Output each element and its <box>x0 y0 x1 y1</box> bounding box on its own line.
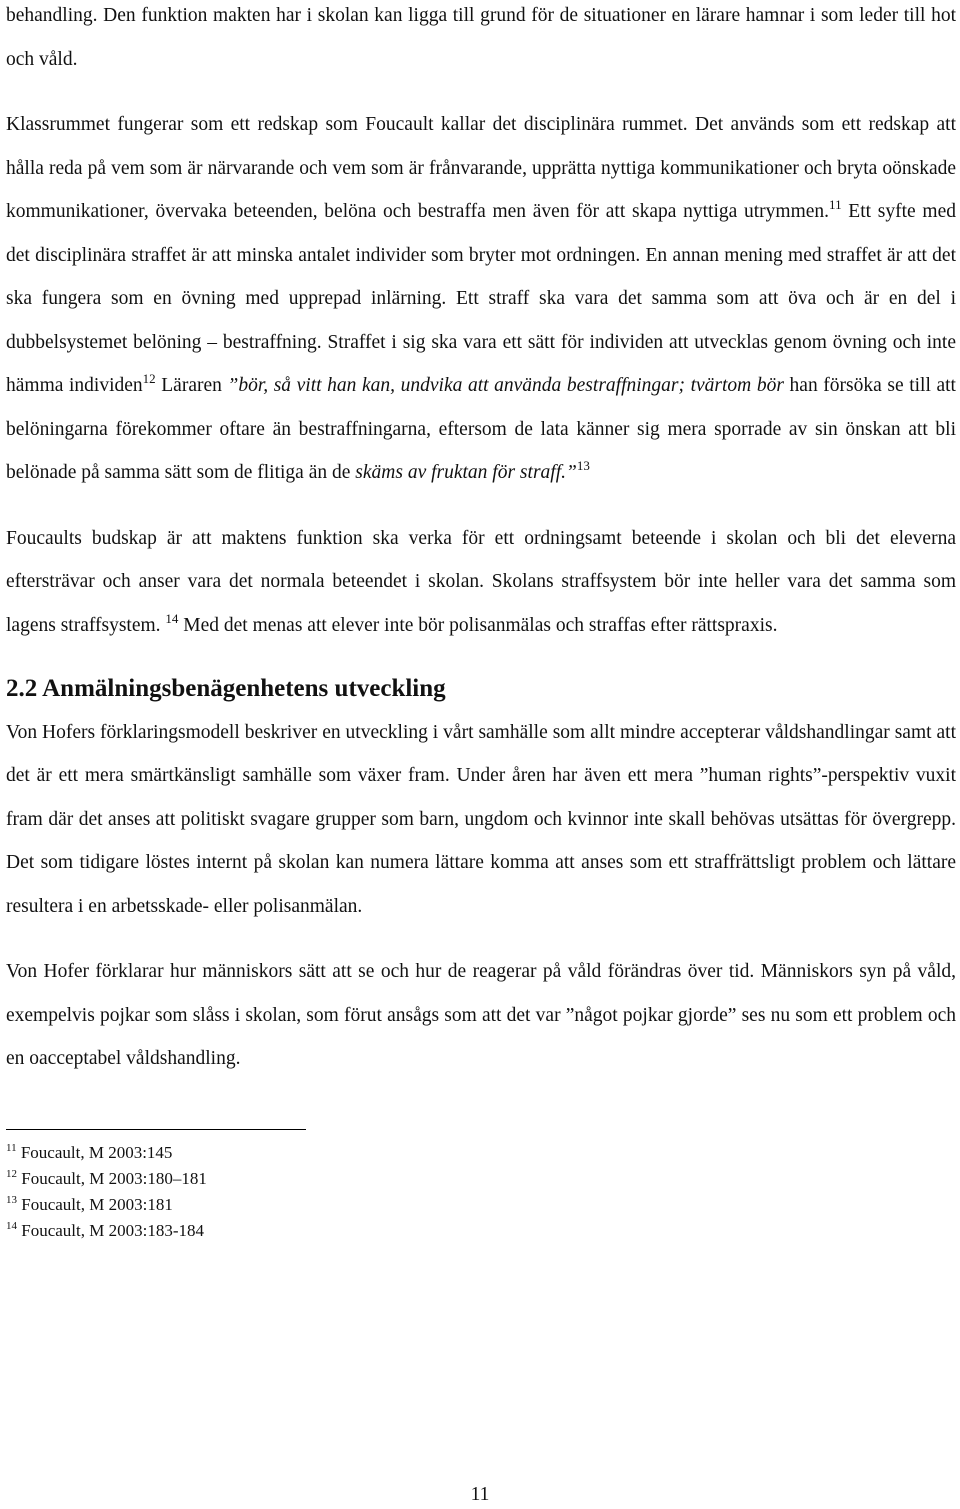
page-number: 11 <box>470 1484 490 1505</box>
paragraph-3-part-a: Foucaults budskap är att maktens funktion ska verka för ett ordningsamt beteende i skolan och bli det eleverna eftersträvar och anser vara det normala beteendet i skolan. Skolans straffsystem bör inte heller vara det samma som lagens straffsystem. <box>6 527 956 636</box>
footnote-ref-13[interactable]: 13 <box>576 458 590 473</box>
paragraph-3-part-b: Med det menas att elever inte bör polisanmälas och straffas efter rättspraxis. <box>178 614 778 636</box>
footnote-text: Foucault, M 2003:181 <box>21 1194 173 1214</box>
paragraph-2 <box>6 103 956 495</box>
footnote-ref-12[interactable]: 12 <box>142 371 156 386</box>
footnote-item <box>6 1218 956 1244</box>
footnote-divider <box>6 1129 306 1130</box>
section-heading: 2.2 Anmälningsbenägenhetens utveckling <box>6 675 446 702</box>
footnote-number: 13 <box>6 1193 17 1206</box>
document-page <box>6 0 956 1244</box>
paragraph-2-part-b: Ett syfte med det disciplinära straffet är att minska antalet individer som bryter mot ordningen. En annan mening med straffet är att det ska fungera som en övning med upprepad inlärning. Ett straff ska vara det samma som att öva och är en del i dubbelsystemet belöning – bestraffning. Straffet i sig ska vara ett sätt för individen att utvecklas genom övning och inte hämma individen <box>6 201 956 396</box>
footnote-number: 14 <box>6 1219 17 1232</box>
paragraph-2-part-c: Läraren <box>155 375 228 396</box>
footnote-item <box>6 1166 956 1192</box>
paragraph-2-part-d: han försöka se till att belöningarna förekommer oftare än bestraffningarna, eftersom de lata känner sig mera sporrade av sin önskan att bli belönade på samma sätt som de flitiga än de <box>6 375 956 483</box>
footnote-text: Foucault, M 2003:183-184 <box>21 1220 204 1240</box>
quote-start: ”bör, så vitt han kan, undvika att använda bestraffningar; tvärtom bör <box>227 375 784 396</box>
quote-end: skäms av fruktan för straff.” <box>355 462 577 483</box>
footnotes <box>6 1140 956 1244</box>
footnote-number: 11 <box>6 1141 17 1154</box>
footnote-number: 12 <box>6 1167 17 1180</box>
footnote-item <box>6 1140 956 1166</box>
paragraph-3 <box>6 517 956 648</box>
footnote-text: Foucault, M 2003:180–181 <box>21 1168 207 1188</box>
footnote-item <box>6 1192 956 1218</box>
footnote-ref-14[interactable]: 14 <box>165 610 179 626</box>
footnote-ref-11[interactable]: 11 <box>829 197 842 212</box>
paragraph-5: Von Hofer förklarar hur människors sätt att se och hur de reagerar på våld förändras över tid. Människors syn på våld, exempelvis pojkar som slåss i skolan, som förut ansågs som att det var ”något pojkar gjorde” ses nu som ett problem och en oacceptabel våldshandling. <box>6 961 956 1069</box>
footnote-text: Foucault, M 2003:145 <box>20 1142 173 1162</box>
paragraph-1: behandling. Den funktion makten har i skolan kan ligga till grund för de situationer en lärare hamnar i som leder till hot och våld. <box>6 5 956 70</box>
paragraph-4: Von Hofers förklaringsmodell beskriver en utveckling i vårt samhälle som allt mindre accepterar våldshandlingar samt att det är ett mera smärtkänsligt samhälle som växer fram. Under åren har även ett mera ”human rights”-perspektiv vuxit fram där det anses att politiskt svagare grupper som barn, ungdom och kvinnor inte skall behövas utsättas för övergrepp. Det som tidigare löstes internt på skolan kan numera lättare komma att anses som ett straffrättsligt problem och lättare resultera i en arbetsskade- eller polisanmälan. <box>6 721 956 917</box>
paragraph-2-part-a: Klassrummet fungerar som ett redskap som Foucault kallar det disciplinära rummet. Det används som ett redskap att hålla reda på vem som är närvarande och vem som är frånvarande, upprätta nyttiga kommunikationer och bryta oönskade kommunikationer, övervaka beteenden, belöna och bestraffa men även för att skapa nyttiga utrymmen. <box>6 114 956 222</box>
